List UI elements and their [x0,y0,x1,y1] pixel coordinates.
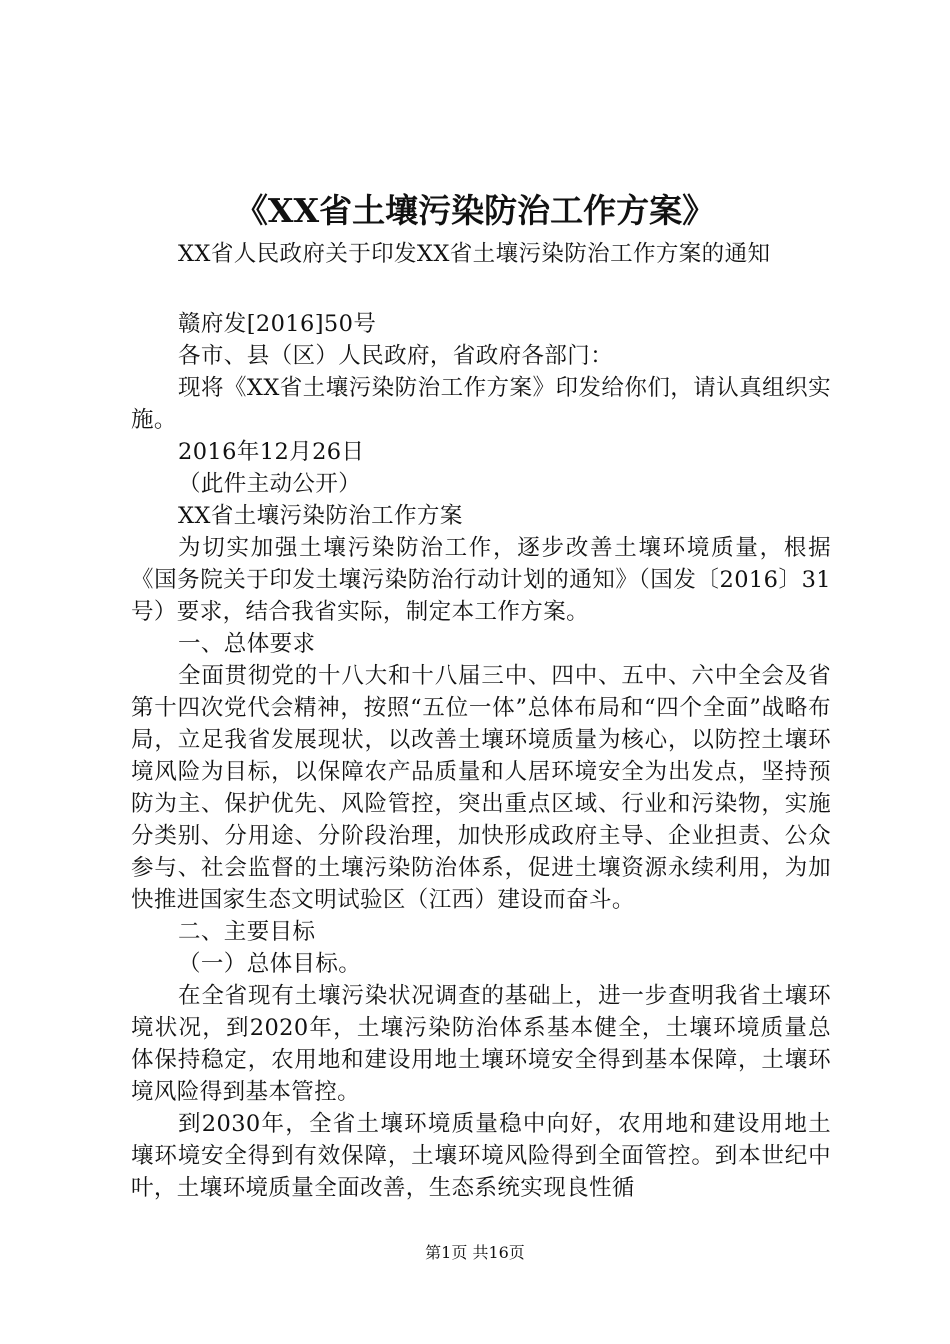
notice-heading: XX省人民政府关于印发XX省土壤污染防治工作方案的通知 [178,241,771,267]
recipients: 各市、县（区）人民政府，省政府各部门： [178,343,614,369]
section-title: XX省土壤污染防治工作方案 [178,503,463,529]
paragraph: 全面贯彻党的十八大和十八届三中、四中、五中、六中全会及省第十四次党代会精神，按照“五位一体”总体布局和“四个全面”战略布局，立足我省发展现状，以改善土壤环境质量为核心，以防控土壤环境风险为目标，以保障农产品质量和人居环境安全为出发点，坚持预防为主、保护优先、风险管控，突出重点区域、行业和污染物，实施分类别、分用途、分阶段治理，加快形成政府主导、企业担责、公众参与、社会监督的土壤污染防治体系，促进土壤资源永续利用，为加快推进国家生态文明试验区（江西）建设而奋斗。 [131,663,831,913]
paragraph: 现将《XX省土壤污染防治工作方案》印发给你们，请认真组织实施。 [131,375,831,433]
public-note: （此件主动公开） [178,471,362,497]
spacer [131,270,831,308]
document-body [131,238,831,1204]
page-footer: 第1页 共16页 [425,1243,525,1262]
issue-date: 2016年12月26日 [178,439,365,465]
section-heading: 一、总体要求 [178,631,316,657]
section-heading: 二、主要目标 [178,919,316,945]
subsection-heading: （一）总体目标。 [178,951,362,977]
paragraph: 在全省现有土壤污染状况调查的基础上，进一步查明我省土壤环境状况，到2020年，土壤污染防治体系基本健全，土壤环境质量总体保持稳定，农用地和建设用地土壤环境安全得到基本保障，土壤环境风险得到基本管控。 [131,983,831,1105]
paragraph: 为切实加强土壤污染防治工作，逐步改善土壤环境质量，根据《国务院关于印发土壤污染防治行动计划的通知》（国发〔2016〕31号）要求，结合我省实际，制定本工作方案。 [131,535,831,625]
document-number: 赣府发[2016]50号 [178,311,377,337]
paragraph: 到2030年，全省土壤环境质量稳中向好，农用地和建设用地土壤环境安全得到有效保障，土壤环境风险得到全面管控。到本世纪中叶，土壤环境质量全面改善，生态系统实现良性循 [131,1111,831,1201]
document-title: 《XX省土壤污染防治工作方案》 [234,191,716,230]
